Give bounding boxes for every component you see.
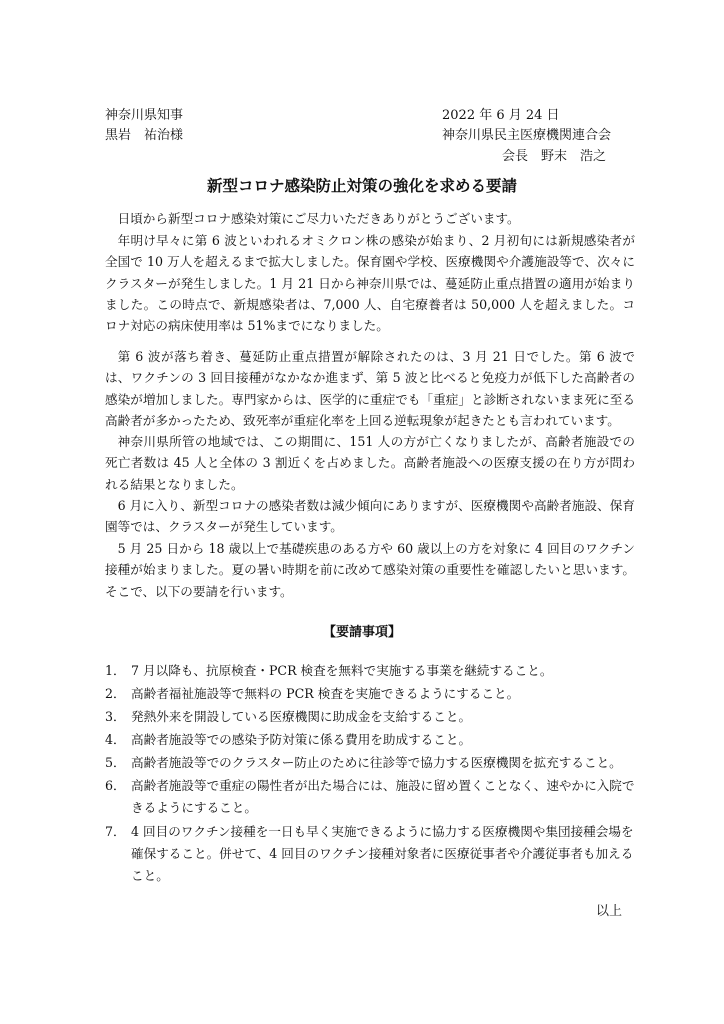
request-text: 高齢者福祉施設等で無料の PCR 検査を実施できるようにすること。: [131, 686, 520, 701]
request-item: [105, 660, 645, 682]
document-title: 新型コロナ感染防止対策の強化を求める要請: [206, 177, 517, 195]
request-number: 5．: [105, 755, 126, 770]
request-item: [105, 729, 645, 751]
request-text: 高齢者施設等でのクラスター防止のために往診等で協力する医療機関を拡充すること。: [131, 755, 622, 770]
request-item: [105, 683, 645, 705]
sender-name: 会長 野末 浩之: [502, 149, 607, 164]
requests-heading: 【要請事項】: [322, 625, 401, 640]
request-number: 2．: [105, 686, 126, 701]
request-item: [105, 775, 645, 819]
request-item: [105, 752, 645, 774]
request-item: [105, 821, 645, 887]
request-text: 7 月以降も、抗原検査・PCR 検査を無料で実施する事業を継続すること。: [131, 663, 553, 678]
closing-mark: 以上: [596, 904, 623, 919]
request-number: 7．: [105, 824, 126, 839]
request-number: 3．: [105, 709, 126, 724]
paragraph-2: 第 6 波が落ち着き、蔓延防止重点措置が解除されたのは、3 月 21 日でした。第 6 波では、ワクチンの 3 回目接種がなかなか進まず、第 5 波と比べると免疫力が低下した高齢者の感染が増加しました。専門家からは、医学的に重症でも「重症」と診断されないまま死に至る高齢者が多かったため、致死率が重症化率を上回る逆転現象が起きたとも言われています。: [105, 349, 635, 428]
paragraph-4: 6 月に入り、新型コロナの感染者数は減少傾向にありますが、医療機関や高齢者施設、保育園等では、クラスターが発生しています。: [105, 498, 635, 535]
request-item: [105, 706, 645, 728]
request-text: 発熱外来を開設している医療機関に助成金を支給すること。: [131, 709, 472, 724]
recipient-title: 神奈川県知事: [105, 108, 184, 123]
recipient-name: 黒岩 祐治様: [105, 128, 184, 143]
greeting-paragraph: 日頃から新型コロナ感染対策にご尽力いただきありがとうございます。: [117, 211, 520, 226]
request-number: 4．: [105, 732, 126, 747]
paragraph-3: 神奈川県所管の地域では、この期間に、151 人の方が亡くなりましたが、高齢者施設での死亡者数は 45 人と全体の 3 割近くを占めました。高齢者施設への医療支援の在り方が問われる結果となりました。: [105, 434, 635, 492]
request-text: 高齢者施設等で重症の陽性者が出た場合には、施設に留め置くことなく、速やかに入院できるようにすること。: [131, 778, 635, 815]
paragraph-1: 年明け早々に第 6 波といわれるオミクロン株の感染が始まり、2 月初旬には新規感染者が全国で 10 万人を超えるまで拡大しました。保育園や学校、医療機関や介護施設等で、次々にクラスターが発生しました。1 月 21 日から神奈川県では、蔓延防止重点措置の適用が始まりました。この時点で、新規感染者は、7,000 人、自宅療養者は 50,000 人を超えました。コロナ対応の病床使用率は 51%までになりました。: [105, 233, 635, 334]
paragraph-5: 5 月 25 日から 18 歳以上で基礎疾患のある方や 60 歳以上の方を対象に 4 回目のワクチン接種が始まりました。夏の暑い時期を前に改めて感染対策の重要性を確認したいと思います。そこで、以下の要請を行います。: [105, 541, 635, 599]
sender-organization: 神奈川県民主医療機関連合会: [442, 128, 612, 143]
request-text: 高齢者施設等での感染予防対策に係る費用を助成すること。: [131, 732, 472, 747]
document-date: 2022 年 6 月 24 日: [442, 108, 560, 123]
request-number: 6．: [105, 778, 126, 793]
request-number: 1．: [105, 663, 126, 678]
request-text: 4 回目のワクチン接種を一日も早く実施できるように協力する医療機関や集団接種会場を確保すること。併せて、4 回目のワクチン接種対象者に医療従事者や介護従事者も加えること。: [131, 824, 634, 883]
